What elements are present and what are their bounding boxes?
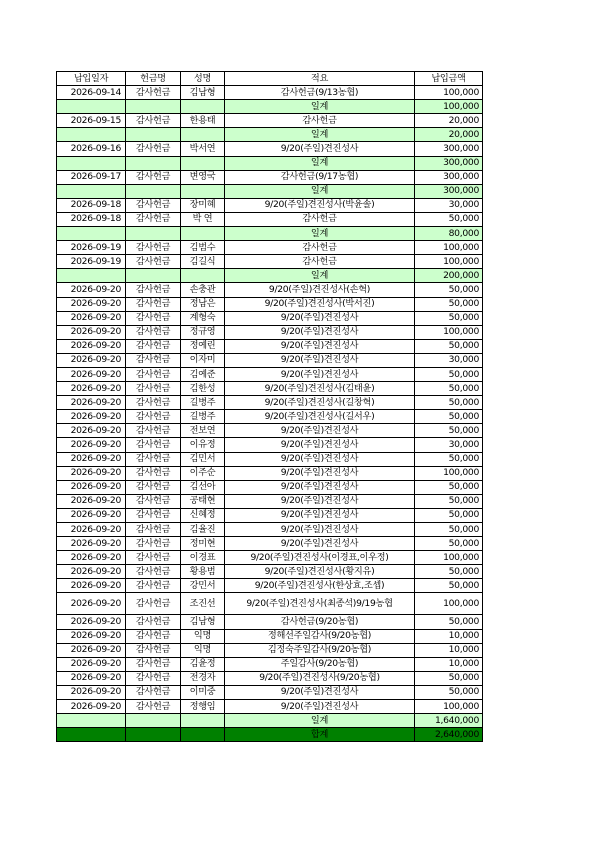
cell-amount: 50,000 — [415, 685, 483, 699]
cell-date: 2026-09-14 — [57, 86, 126, 100]
cell-offering-type: 감사헌금 — [126, 494, 181, 508]
ledger-body — [57, 86, 483, 742]
cell-amount: 100,000 — [415, 255, 483, 269]
cell-name: 공태현 — [181, 494, 225, 508]
subtotal-row — [57, 156, 483, 170]
cell-offering-type — [126, 156, 181, 170]
cell-date: 2026-09-20 — [57, 311, 126, 325]
cell-date — [57, 128, 126, 142]
cell-amount: 50,000 — [415, 410, 483, 424]
cell-amount: 100,000 — [415, 86, 483, 100]
cell-name — [181, 100, 225, 114]
table-row — [57, 142, 483, 156]
table-row — [57, 325, 483, 339]
cell-date — [57, 714, 126, 728]
cell-memo: 9/20(주일)견진성사 — [225, 700, 415, 714]
table-row — [57, 551, 483, 565]
cell-name: 정미현 — [181, 537, 225, 551]
cell-date: 2026-09-16 — [57, 142, 126, 156]
table-row — [57, 396, 483, 410]
cell-memo: 합계 — [225, 728, 415, 742]
cell-offering-type: 감사헌금 — [126, 480, 181, 494]
cell-name: 정규영 — [181, 325, 225, 339]
cell-date: 2026-09-15 — [57, 114, 126, 128]
cell-date: 2026-09-20 — [57, 353, 126, 367]
cell-name: 정예린 — [181, 339, 225, 353]
cell-offering-type: 감사헌금 — [126, 339, 181, 353]
cell-name: 김윤정 — [181, 657, 225, 671]
cell-date: 2026-09-20 — [57, 494, 126, 508]
subtotal-row — [57, 184, 483, 198]
cell-date: 2026-09-20 — [57, 438, 126, 452]
cell-offering-type: 감사헌금 — [126, 198, 181, 212]
cell-memo: 9/20(주일)견진성사 — [225, 438, 415, 452]
table-row — [57, 615, 483, 629]
cell-amount: 20,000 — [415, 128, 483, 142]
cell-memo: 일계 — [225, 714, 415, 728]
cell-offering-type — [126, 227, 181, 241]
cell-memo: 9/20(주일)견진성사(박윤솔) — [225, 198, 415, 212]
cell-date: 2026-09-19 — [57, 255, 126, 269]
cell-memo: 일계 — [225, 156, 415, 170]
cell-name — [181, 728, 225, 742]
cell-offering-type: 감사헌금 — [126, 396, 181, 410]
cell-amount: 2,640,000 — [415, 728, 483, 742]
cell-date: 2026-09-17 — [57, 170, 126, 184]
cell-date: 2026-09-20 — [57, 615, 126, 629]
cell-name: 김예준 — [181, 367, 225, 381]
cell-name — [181, 156, 225, 170]
cell-date: 2026-09-18 — [57, 212, 126, 226]
cell-offering-type: 감사헌금 — [126, 114, 181, 128]
cell-memo: 감사헌금(9/17농협) — [225, 170, 415, 184]
cell-offering-type: 감사헌금 — [126, 424, 181, 438]
cell-memo: 9/20(주일)견진성사(길서우) — [225, 410, 415, 424]
cell-offering-type — [126, 269, 181, 283]
cell-amount: 50,000 — [415, 480, 483, 494]
cell-offering-type: 감사헌금 — [126, 537, 181, 551]
cell-name: 이자미 — [181, 353, 225, 367]
cell-memo: 9/20(주일)견진성사 — [225, 325, 415, 339]
cell-date: 2026-09-20 — [57, 396, 126, 410]
cell-memo: 9/20(주일)견진성사(이경표,이우정) — [225, 551, 415, 565]
cell-memo: 9/20(주일)견진성사 — [225, 367, 415, 381]
cell-name: 장미혜 — [181, 198, 225, 212]
cell-date: 2026-09-20 — [57, 480, 126, 494]
cell-offering-type — [126, 100, 181, 114]
cell-name: 황용범 — [181, 565, 225, 579]
header-memo: 적요 — [225, 72, 415, 86]
cell-amount: 50,000 — [415, 283, 483, 297]
cell-amount: 100,000 — [415, 593, 483, 615]
subtotal-row — [57, 227, 483, 241]
cell-offering-type: 감사헌금 — [126, 170, 181, 184]
cell-memo: 일계 — [225, 269, 415, 283]
table-row — [57, 700, 483, 714]
table-row — [57, 494, 483, 508]
cell-memo: 정해선주일감사(9/20농협) — [225, 629, 415, 643]
cell-amount: 200,000 — [415, 269, 483, 283]
cell-memo: 9/20(주일)견진성사(9/20농협) — [225, 671, 415, 685]
cell-offering-type: 감사헌금 — [126, 466, 181, 480]
cell-date: 2026-09-20 — [57, 643, 126, 657]
table-row — [57, 579, 483, 593]
cell-date: 2026-09-20 — [57, 382, 126, 396]
header-row — [57, 72, 483, 86]
cell-name: 변영국 — [181, 170, 225, 184]
cell-offering-type: 감사헌금 — [126, 565, 181, 579]
table-row — [57, 629, 483, 643]
cell-amount: 50,000 — [415, 396, 483, 410]
table-row — [57, 523, 483, 537]
cell-memo: 9/20(주일)견진성사(박서진) — [225, 297, 415, 311]
cell-name: 김남형 — [181, 615, 225, 629]
cell-offering-type: 감사헌금 — [126, 382, 181, 396]
cell-memo: 9/20(주일)견진성사 — [225, 424, 415, 438]
cell-name: 이유정 — [181, 438, 225, 452]
cell-amount: 50,000 — [415, 579, 483, 593]
cell-name: 전보연 — [181, 424, 225, 438]
cell-offering-type: 감사헌금 — [126, 615, 181, 629]
cell-date: 2026-09-20 — [57, 508, 126, 522]
cell-amount: 50,000 — [415, 523, 483, 537]
cell-memo: 9/20(주일)견진성사 — [225, 311, 415, 325]
cell-offering-type: 감사헌금 — [126, 643, 181, 657]
cell-memo: 감사헌금 — [225, 212, 415, 226]
cell-offering-type: 감사헌금 — [126, 452, 181, 466]
table-row — [57, 685, 483, 699]
cell-name: 김범수 — [181, 241, 225, 255]
subtotal-row — [57, 269, 483, 283]
cell-memo: 9/20(주일)견진성사 — [225, 537, 415, 551]
cell-date: 2026-09-20 — [57, 657, 126, 671]
cell-memo: 감사헌금(9/13농협) — [225, 86, 415, 100]
cell-offering-type: 감사헌금 — [126, 593, 181, 615]
table-row — [57, 643, 483, 657]
cell-name — [181, 227, 225, 241]
header-date: 납입일자 — [57, 72, 126, 86]
cell-offering-type: 감사헌금 — [126, 142, 181, 156]
subtotal-row — [57, 714, 483, 728]
table-row — [57, 212, 483, 226]
cell-name: 정남은 — [181, 297, 225, 311]
cell-amount: 100,000 — [415, 325, 483, 339]
cell-offering-type: 감사헌금 — [126, 353, 181, 367]
table-row — [57, 114, 483, 128]
cell-memo: 9/20(주일)견진성사(손혁) — [225, 283, 415, 297]
cell-memo: 9/20(주일)견진성사 — [225, 339, 415, 353]
cell-offering-type: 감사헌금 — [126, 629, 181, 643]
cell-offering-type: 감사헌금 — [126, 579, 181, 593]
cell-amount: 300,000 — [415, 184, 483, 198]
cell-name — [181, 128, 225, 142]
cell-amount: 100,000 — [415, 100, 483, 114]
table-row — [57, 410, 483, 424]
cell-date — [57, 269, 126, 283]
cell-name: 박서연 — [181, 142, 225, 156]
cell-name: 조진선 — [181, 593, 225, 615]
cell-date: 2026-09-20 — [57, 579, 126, 593]
cell-amount: 50,000 — [415, 494, 483, 508]
cell-date: 2026-09-18 — [57, 198, 126, 212]
cell-offering-type: 감사헌금 — [126, 700, 181, 714]
table-row — [57, 565, 483, 579]
cell-offering-type: 감사헌금 — [126, 508, 181, 522]
cell-offering-type: 감사헌금 — [126, 438, 181, 452]
cell-amount: 50,000 — [415, 508, 483, 522]
cell-name: 익명 — [181, 643, 225, 657]
cell-memo: 9/20(주일)견진성사 — [225, 480, 415, 494]
table-row — [57, 297, 483, 311]
table-row — [57, 367, 483, 381]
cell-name: 강민서 — [181, 579, 225, 593]
cell-amount: 1,640,000 — [415, 714, 483, 728]
cell-offering-type — [126, 714, 181, 728]
cell-date — [57, 156, 126, 170]
table-row — [57, 593, 483, 615]
cell-offering-type: 감사헌금 — [126, 671, 181, 685]
cell-offering-type: 감사헌금 — [126, 311, 181, 325]
cell-date: 2026-09-20 — [57, 685, 126, 699]
cell-amount: 300,000 — [415, 156, 483, 170]
cell-offering-type: 감사헌금 — [126, 241, 181, 255]
cell-offering-type: 감사헌금 — [126, 86, 181, 100]
cell-offering-type: 감사헌금 — [126, 212, 181, 226]
cell-date: 2026-09-20 — [57, 629, 126, 643]
cell-amount: 50,000 — [415, 297, 483, 311]
table-row — [57, 241, 483, 255]
table-row — [57, 438, 483, 452]
cell-memo: 일계 — [225, 227, 415, 241]
cell-offering-type: 감사헌금 — [126, 283, 181, 297]
cell-amount: 100,000 — [415, 466, 483, 480]
cell-memo: 감사헌금 — [225, 241, 415, 255]
cell-name: 이경표 — [181, 551, 225, 565]
cell-date: 2026-09-20 — [57, 551, 126, 565]
table-row — [57, 311, 483, 325]
cell-date: 2026-09-20 — [57, 283, 126, 297]
cell-memo: 일계 — [225, 100, 415, 114]
cell-date: 2026-09-20 — [57, 700, 126, 714]
table-row — [57, 424, 483, 438]
cell-name: 익명 — [181, 629, 225, 643]
offering-ledger-table — [56, 71, 483, 742]
header-name: 성명 — [181, 72, 225, 86]
subtotal-row — [57, 128, 483, 142]
cell-offering-type — [126, 728, 181, 742]
cell-date: 2026-09-20 — [57, 523, 126, 537]
cell-memo: 감사헌금(9/20농협) — [225, 615, 415, 629]
cell-amount: 100,000 — [415, 551, 483, 565]
table-row — [57, 466, 483, 480]
cell-memo: 9/20(주일)견진성사 — [225, 353, 415, 367]
cell-date: 2026-09-20 — [57, 325, 126, 339]
cell-name — [181, 269, 225, 283]
cell-amount: 30,000 — [415, 438, 483, 452]
cell-memo: 9/20(주일)견진성사 — [225, 494, 415, 508]
cell-name: 김길식 — [181, 255, 225, 269]
table-row — [57, 283, 483, 297]
cell-date: 2026-09-20 — [57, 565, 126, 579]
cell-date — [57, 100, 126, 114]
table-row — [57, 86, 483, 100]
cell-amount: 80,000 — [415, 227, 483, 241]
cell-amount: 50,000 — [415, 537, 483, 551]
cell-amount: 50,000 — [415, 339, 483, 353]
table-row — [57, 353, 483, 367]
table-row — [57, 170, 483, 184]
grand-total-row — [57, 728, 483, 742]
cell-memo: 주일감사(9/20농협) — [225, 657, 415, 671]
cell-memo: 9/20(주일)견진성사 — [225, 142, 415, 156]
table-row — [57, 671, 483, 685]
cell-name: 길병주 — [181, 410, 225, 424]
cell-memo: 9/20(주일)견진성사(황지유) — [225, 565, 415, 579]
cell-memo: 9/20(주일)견진성사(길창혁) — [225, 396, 415, 410]
cell-name — [181, 184, 225, 198]
header-amount: 납입금액 — [415, 72, 483, 86]
cell-memo: 김정숙주일감사(9/20농협) — [225, 643, 415, 657]
cell-amount: 300,000 — [415, 142, 483, 156]
cell-offering-type: 감사헌금 — [126, 551, 181, 565]
cell-name: 계형숙 — [181, 311, 225, 325]
cell-date — [57, 728, 126, 742]
cell-offering-type: 감사헌금 — [126, 657, 181, 671]
cell-offering-type: 감사헌금 — [126, 367, 181, 381]
cell-name: 김남형 — [181, 86, 225, 100]
cell-amount: 10,000 — [415, 629, 483, 643]
cell-date — [57, 227, 126, 241]
table-row — [57, 382, 483, 396]
cell-amount: 50,000 — [415, 565, 483, 579]
table-row — [57, 480, 483, 494]
table-row — [57, 255, 483, 269]
cell-memo: 9/20(주일)견진성사 — [225, 452, 415, 466]
cell-amount: 50,000 — [415, 311, 483, 325]
cell-memo: 9/20(주일)견진성사 — [225, 523, 415, 537]
cell-memo: 9/20(주일)견진성사 — [225, 508, 415, 522]
cell-date: 2026-09-20 — [57, 424, 126, 438]
cell-memo: 9/20(주일)견진성사(김태윤) — [225, 382, 415, 396]
cell-name: 한용태 — [181, 114, 225, 128]
table-row — [57, 198, 483, 212]
cell-date: 2026-09-20 — [57, 671, 126, 685]
cell-name — [181, 714, 225, 728]
cell-name: 이주순 — [181, 466, 225, 480]
cell-name: 박 연 — [181, 212, 225, 226]
cell-amount: 50,000 — [415, 671, 483, 685]
cell-amount: 100,000 — [415, 241, 483, 255]
subtotal-row — [57, 100, 483, 114]
cell-amount: 50,000 — [415, 452, 483, 466]
cell-amount: 20,000 — [415, 114, 483, 128]
cell-amount: 300,000 — [415, 170, 483, 184]
cell-amount: 30,000 — [415, 198, 483, 212]
cell-offering-type — [126, 184, 181, 198]
cell-name: 김한성 — [181, 382, 225, 396]
cell-memo: 9/20(주일)견진성사(한상효,조셉) — [225, 579, 415, 593]
cell-offering-type: 감사헌금 — [126, 325, 181, 339]
cell-date: 2026-09-20 — [57, 593, 126, 615]
cell-memo: 9/20(주일)견진성사 — [225, 685, 415, 699]
cell-amount: 30,000 — [415, 353, 483, 367]
cell-amount: 10,000 — [415, 643, 483, 657]
cell-date: 2026-09-20 — [57, 297, 126, 311]
cell-offering-type: 감사헌금 — [126, 255, 181, 269]
cell-name: 신혜정 — [181, 508, 225, 522]
cell-amount: 10,000 — [415, 657, 483, 671]
table-row — [57, 657, 483, 671]
cell-offering-type: 감사헌금 — [126, 685, 181, 699]
cell-name: 김선아 — [181, 480, 225, 494]
cell-date: 2026-09-20 — [57, 339, 126, 353]
table-row — [57, 339, 483, 353]
table-row — [57, 508, 483, 522]
cell-amount: 50,000 — [415, 382, 483, 396]
cell-name: 길병주 — [181, 396, 225, 410]
cell-name: 김민서 — [181, 452, 225, 466]
cell-date: 2026-09-20 — [57, 466, 126, 480]
header-offering-type: 헌금명 — [126, 72, 181, 86]
cell-memo: 감사헌금 — [225, 114, 415, 128]
cell-offering-type — [126, 128, 181, 142]
cell-offering-type: 감사헌금 — [126, 410, 181, 424]
cell-name: 손충관 — [181, 283, 225, 297]
cell-offering-type: 감사헌금 — [126, 297, 181, 311]
cell-memo: 일계 — [225, 128, 415, 142]
cell-amount: 50,000 — [415, 212, 483, 226]
cell-date — [57, 184, 126, 198]
cell-memo: 9/20(주일)견진성사(최종석)9/19농협 — [225, 593, 415, 615]
cell-memo: 감사헌금 — [225, 255, 415, 269]
cell-amount: 50,000 — [415, 615, 483, 629]
cell-amount: 100,000 — [415, 700, 483, 714]
cell-date: 2026-09-20 — [57, 452, 126, 466]
cell-offering-type: 감사헌금 — [126, 523, 181, 537]
cell-name: 김율진 — [181, 523, 225, 537]
cell-name: 정행임 — [181, 700, 225, 714]
cell-date: 2026-09-20 — [57, 410, 126, 424]
cell-date: 2026-09-20 — [57, 367, 126, 381]
cell-name: 이미중 — [181, 685, 225, 699]
cell-memo: 일계 — [225, 184, 415, 198]
cell-memo: 9/20(주일)견진성사 — [225, 466, 415, 480]
cell-amount: 50,000 — [415, 424, 483, 438]
cell-date: 2026-09-20 — [57, 537, 126, 551]
cell-name: 전경자 — [181, 671, 225, 685]
table-row — [57, 537, 483, 551]
cell-amount: 50,000 — [415, 367, 483, 381]
table-row — [57, 452, 483, 466]
cell-date: 2026-09-19 — [57, 241, 126, 255]
